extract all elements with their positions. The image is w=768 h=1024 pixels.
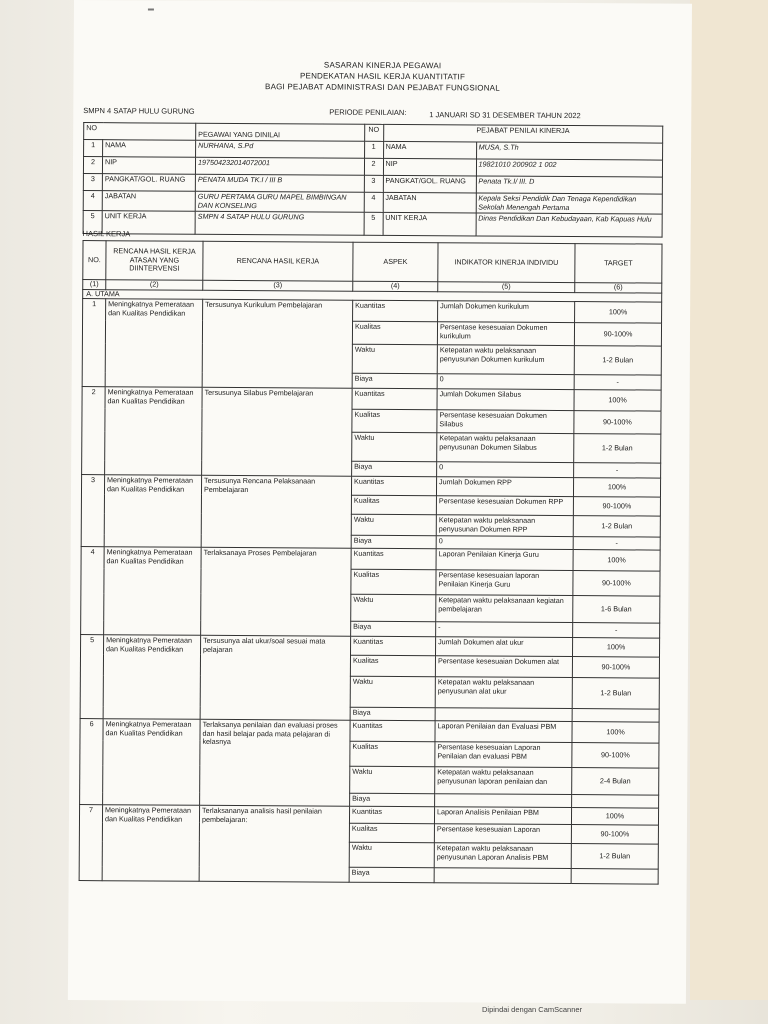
indikator-cell: Persentase kesesuaian Dokumen RPP (436, 496, 573, 516)
col-indikator: INDIKATOR KINERJA INDIVIDU (438, 243, 575, 283)
item-no: 4 (81, 547, 105, 635)
target-cell: 90-100% (572, 743, 659, 769)
indikator-cell: Persentase kesesuaian Dokumen kurikulum (437, 322, 574, 346)
aspek-cell: Kualitas (350, 655, 435, 677)
item-no: 2 (82, 387, 106, 475)
aspek-cell: Kuantitas (349, 806, 434, 824)
pegawai-header: PEGAWAI YANG DINILAI (196, 123, 365, 141)
target-cell: 100% (573, 550, 660, 572)
aspek-cell: Biaya (350, 707, 435, 721)
pegawai-label: NIP (102, 157, 195, 175)
pegawai-value: NURHANA, S.Pd (196, 140, 365, 158)
indikator-cell (434, 868, 571, 884)
document-page (68, 0, 692, 1004)
aspek-cell: Waktu (351, 514, 436, 536)
target-cell: 1-2 Bulan (574, 434, 661, 464)
indicator-row (80, 719, 659, 744)
penilai-value: 19821010 200902 1 002 (476, 159, 663, 177)
target-cell: 2-4 Bulan (572, 768, 659, 796)
target-cell: - (573, 623, 660, 639)
hasil-kerja-label: HASIL KERJA (82, 229, 131, 239)
target-cell: 1-2 Bulan (573, 516, 660, 538)
no-header-right: NO (364, 124, 383, 141)
aspek-cell: Kuantitas (353, 300, 438, 322)
aspek-cell: Kualitas (349, 823, 434, 843)
aspek-cell: Biaya (351, 535, 436, 549)
indikator-cell: 0 (436, 536, 573, 550)
indicator-row (79, 805, 658, 826)
aspek-cell: Biaya (351, 621, 436, 637)
item-no: 5 (80, 635, 104, 719)
item-no: 6 (80, 719, 104, 805)
aspek-cell: Waktu (351, 594, 436, 622)
indikator-cell: Laporan Penilaian dan Evaluasi PBM (435, 721, 572, 743)
indicator-row (83, 299, 662, 324)
indicator-row (81, 475, 660, 498)
item-atasan: Meningkatnya Pemerataan dan Kualitas Pendidikan (104, 475, 201, 548)
target-cell: 90-100% (574, 323, 661, 347)
col-num: (3) (203, 280, 353, 290)
indikator-cell: Ketepatan waktu pelaksanaan penyusunan Dokumen RPP (436, 515, 573, 537)
indikator-cell: Ketepatan waktu pelaksanaan penyusunan alat ukur (435, 677, 572, 709)
penilai-label: NAMA (383, 141, 476, 159)
aspek-cell: Kualitas (351, 495, 436, 515)
aspek-cell: Kuantitas (351, 476, 436, 496)
penilai-row-no: 5 (364, 212, 383, 235)
scan-edge-strip (690, 0, 768, 1000)
aspek-cell: Kuantitas (352, 388, 437, 410)
penilai-label: UNIT KERJA (383, 212, 476, 236)
aspek-cell: Waktu (349, 842, 434, 868)
item-rencana: Terlaksanya penilaian dan evaluasi proses dan hasil belajar pada mata pelajaran di kelasnya (200, 719, 351, 806)
aspek-cell: Kualitas (350, 741, 435, 767)
penilai-row-no: 1 (364, 141, 383, 158)
indikator-cell: Persentase kesesuaian Dokumen Silabus (437, 410, 574, 434)
period-label: PERIODE PENILAIAN: (329, 107, 407, 118)
title-line-1: SASARAN KINERJA PEGAWAI (323, 60, 442, 71)
indikator-cell: Jumlah Dokumen alat ukur (436, 637, 573, 657)
penilai-value: Kepala Seksi Pendidik Dan Tenaga Kependidikan Sekolah Menengah Pertama (476, 193, 663, 214)
col-no: NO. (83, 241, 106, 280)
item-no: 1 (82, 299, 106, 387)
col-num: (2) (106, 280, 203, 290)
target-cell (572, 795, 659, 809)
indikator-cell: Persentase kesesuaian laporan Penilaian Kinerja Guru (436, 570, 573, 596)
scanner-footer: Dipindai dengan CamScanner (482, 1005, 583, 1014)
no-header-left: NO (84, 123, 196, 141)
indikator-cell: Ketepatan waktu pelaksanaan kegiatan pembelajaran (436, 595, 573, 623)
indicator-row (82, 387, 661, 412)
target-cell: 1-2 Bulan (571, 844, 658, 870)
indikator-cell (435, 794, 572, 808)
aspek-cell: Waktu (350, 766, 435, 794)
indikator-cell: Jumlah Dokumen RPP (436, 477, 573, 497)
period-value: 1 JANUARI SD 31 DESEMBER TAHUN 2022 (429, 110, 581, 121)
pegawai-value: 197504232014072001 (195, 157, 364, 175)
indikator-cell (435, 708, 572, 722)
aspek-cell: Kuantitas (351, 548, 436, 570)
pegawai-value: SMPN 4 SATAP HULU GURUNG (195, 211, 364, 235)
target-cell: 90-100% (573, 497, 660, 517)
target-cell: - (574, 463, 661, 479)
col-target: TARGET (575, 244, 662, 284)
aspek-cell: Waktu (352, 344, 437, 374)
col-num: (6) (575, 283, 662, 293)
target-cell: 1-2 Bulan (574, 346, 661, 376)
target-cell (571, 869, 658, 885)
indikator-cell: Laporan Penilaian Kinerja Guru (436, 549, 573, 571)
indikator-cell: - (436, 622, 573, 638)
pegawai-row-no: 3 (83, 174, 102, 191)
indikator-cell: Jumlah Dokumen kurikulum (438, 301, 575, 323)
hasil-kerja-table (79, 240, 663, 885)
target-cell: 100% (572, 722, 659, 744)
pegawai-label: JABATAN (102, 191, 195, 212)
aspek-cell: Kualitas (351, 569, 436, 595)
section-utama: A. UTAMA (83, 289, 662, 302)
item-rencana: Tersusunya alat ukur/soal sesuai mata pelajaran (200, 635, 351, 720)
target-cell: 1-2 Bulan (572, 678, 659, 710)
target-cell: 100% (575, 302, 662, 324)
item-atasan: Meningkatnya Pemerataan dan Kualitas Pendidikan (103, 635, 201, 720)
indicator-row (81, 635, 660, 658)
pegawai-row-no: 5 (83, 211, 102, 234)
indikator-cell: Ketepatan waktu pelaksanaan penyusunan Laporan Analisis PBM (434, 843, 571, 869)
item-rencana: Tersusunya Rencana Pelaksanaan Pembelajaran (201, 475, 351, 548)
target-cell: 90-100% (574, 411, 661, 435)
item-atasan: Meningkatnya Pemerataan dan Kualitas Pendidikan (103, 719, 201, 806)
item-atasan: Meningkatnya Pemerataan dan Kualitas Pendidikan (105, 299, 203, 388)
aspek-cell: Biaya (349, 867, 434, 883)
penilai-row-no: 2 (364, 158, 383, 175)
pegawai-value: GURU PERTAMA GURU MAPEL BIMBINGAN DAN KONSELING (195, 191, 364, 212)
penilai-label: PANGKAT/GOL. RUANG (383, 175, 476, 193)
identity-table (83, 122, 664, 238)
title-line-3: BAGI PEJABAT ADMINISTRASI DAN PEJABAT FUNGSIONAL (265, 82, 500, 93)
scan-speck (148, 8, 154, 10)
target-cell: 100% (571, 808, 658, 826)
title-line-2: PENDEKATAN HASIL KERJA KUANTITATIF (299, 71, 466, 82)
indikator-cell: Jumlah Dokumen Silabus (437, 389, 574, 411)
col-num: (4) (353, 281, 438, 291)
item-rencana: Terlaksananya analisis hasil penilaian pembelajaran: (199, 805, 349, 882)
pegawai-row-no: 2 (83, 157, 102, 174)
indicator-row (81, 547, 660, 572)
item-no: 7 (79, 805, 102, 881)
penilai-label: NIP (383, 158, 476, 176)
target-cell: 90-100% (573, 571, 660, 597)
target-cell: - (573, 537, 660, 551)
target-cell: 90-100% (571, 825, 658, 845)
school-name: SMPN 4 SATAP HULU GURUNG (83, 106, 195, 116)
item-rencana: Tersusunya Silabus Pembelajaran (202, 387, 353, 476)
col-aspek: ASPEK (353, 242, 438, 282)
indikator-cell: Ketepatan waktu pelaksanaan penyusunan laporan penilaian dan (435, 767, 572, 795)
aspek-cell: Kuantitas (351, 636, 436, 656)
document-title (73, 58, 691, 95)
col-num: (1) (83, 280, 106, 290)
target-cell: 100% (574, 390, 661, 412)
indikator-cell: Ketepatan waktu pelaksanaan penyusunan Dokumen Silabus (437, 433, 574, 463)
pegawai-value: PENATA MUDA TK.I / III B (195, 174, 364, 192)
aspek-cell: Kualitas (352, 409, 437, 433)
pegawai-label: UNIT KERJA (102, 211, 195, 235)
target-cell: 100% (572, 638, 659, 658)
col-num: (5) (438, 282, 575, 292)
penilai-value: Dinas Pendidikan Dan Kebudayaan, Kab Kapuas Hulu (476, 213, 663, 237)
target-cell (572, 709, 659, 723)
aspek-cell: Biaya (350, 793, 435, 807)
penilai-header: PEJABAT PENILAI KINERJA (383, 124, 663, 143)
indikator-cell: Persentase kesesuaian Dokumen alat (435, 656, 572, 678)
aspek-cell: Waktu (350, 676, 435, 708)
indikator-cell: Persentase kesesuaian Laporan (434, 824, 571, 844)
indikator-cell: Persentase kesesuaian Laporan Penilaian dan evaluasi PBM (435, 742, 572, 768)
target-cell: 100% (573, 478, 660, 498)
target-cell: 90-100% (572, 657, 659, 679)
indikator-cell: 0 (437, 462, 574, 478)
penilai-row-no: 4 (364, 192, 383, 212)
aspek-cell: Kualitas (352, 321, 437, 345)
penilai-row-no: 3 (364, 175, 383, 192)
pegawai-row-no: 1 (84, 140, 103, 157)
aspek-cell: Kuantitas (350, 720, 435, 742)
indikator-cell: Ketepatan waktu pelaksanaan penyusunan Dokumen kurikulum (437, 345, 574, 375)
penilai-value: MUSA, S.Th (476, 142, 663, 160)
indikator-cell: Laporan Analisis Penilaian PBM (434, 807, 571, 825)
pegawai-label: PANGKAT/GOL. RUANG (102, 174, 195, 192)
aspek-cell: Waktu (352, 432, 437, 462)
item-atasan: Meningkatnya Pemerataan dan Kualitas Pendidikan (105, 387, 203, 476)
penilai-value: Penata Tk.I/ III. D (476, 176, 663, 194)
aspek-cell: Biaya (352, 461, 437, 477)
item-no: 3 (81, 475, 104, 547)
penilai-label: JABATAN (383, 192, 476, 213)
item-atasan: Meningkatnya Pemerataan dan Kualitas Pendidikan (102, 805, 199, 882)
col-rencana-atasan: RENCANA HASIL KERJA ATASAN YANG DIINTERVENSI (106, 241, 203, 281)
aspek-cell: Biaya (352, 373, 437, 389)
item-rencana: Tersusunya Kurikulum Pembelajaran (202, 299, 353, 388)
indikator-cell: 0 (437, 374, 574, 390)
target-cell: - (574, 375, 661, 391)
target-cell: 1-6 Bulan (573, 596, 660, 624)
item-atasan: Meningkatnya Pemerataan dan Kualitas Pendidikan (104, 547, 202, 636)
item-rencana: Terlaksanaya Proses Pembelajaran (201, 547, 352, 636)
col-rencana: RENCANA HASIL KERJA (203, 241, 353, 281)
pegawai-row-no: 4 (83, 191, 102, 211)
pegawai-label: NAMA (103, 140, 196, 158)
